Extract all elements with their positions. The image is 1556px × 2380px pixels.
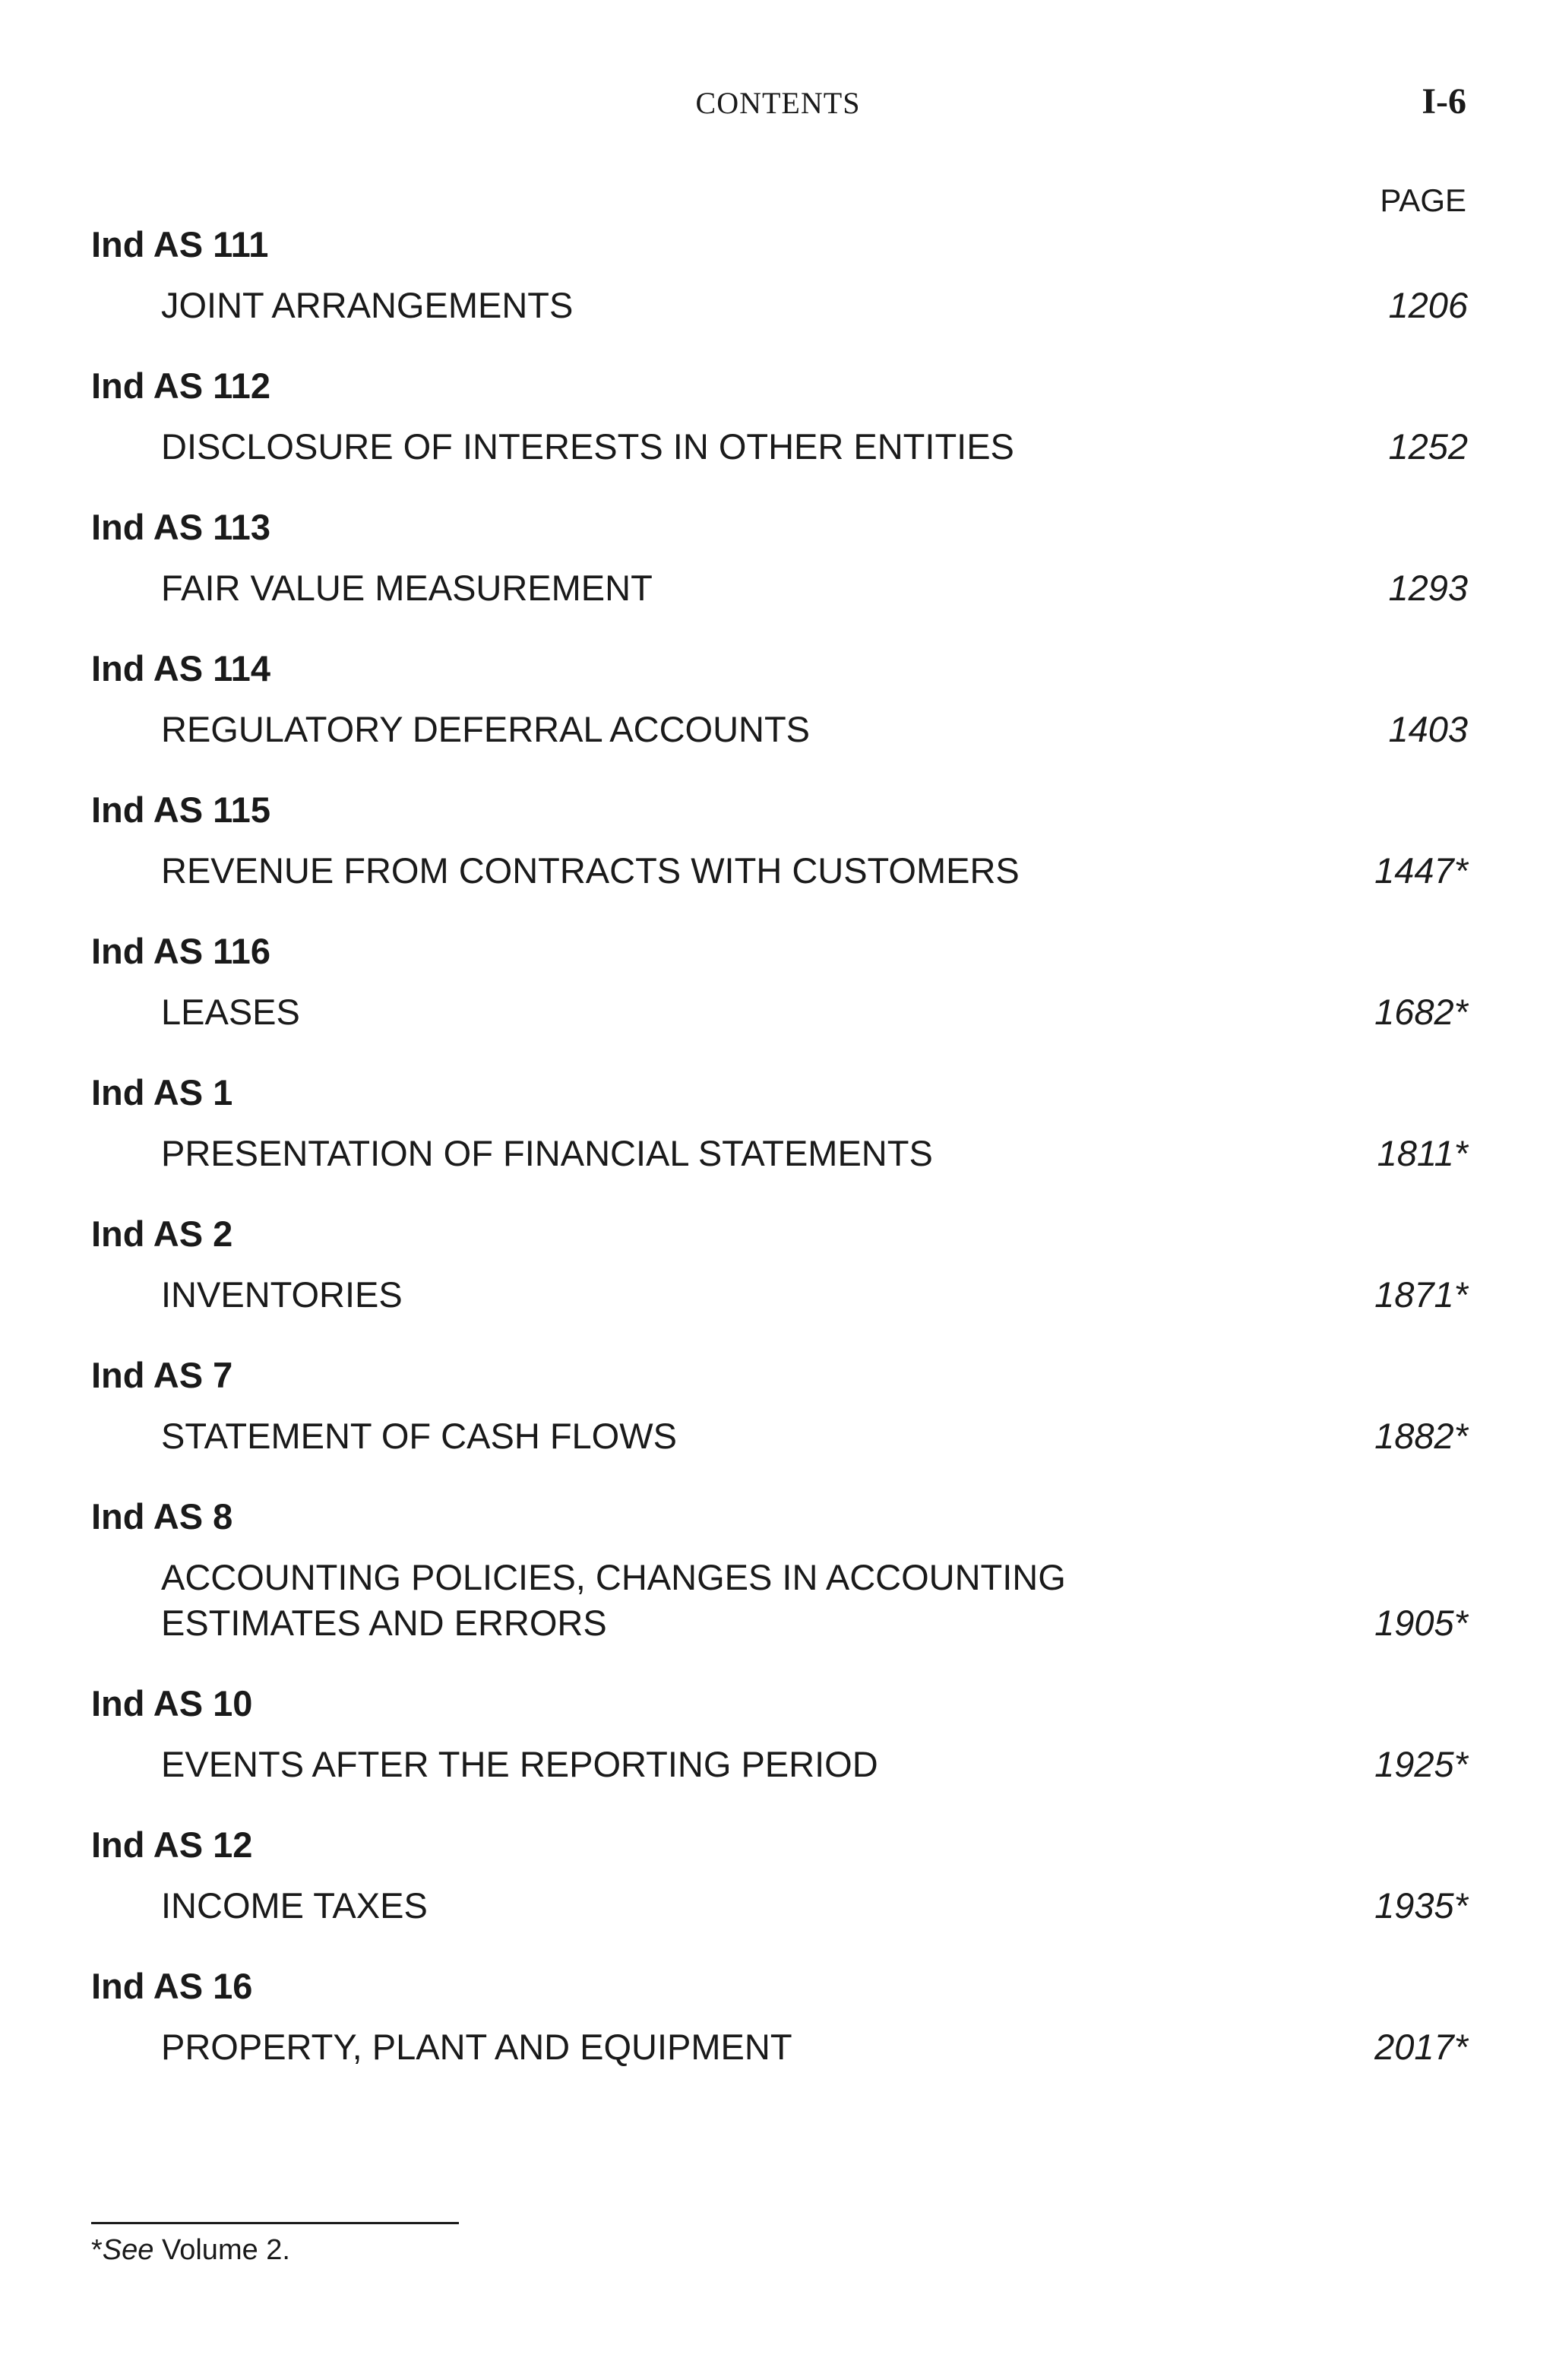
page-number: 1811* xyxy=(1377,1133,1468,1173)
footnote-text: Volume 2. xyxy=(153,2234,290,2266)
standard-title-line: ESTIMATES AND ERRORS xyxy=(161,1603,607,1643)
standard-title xyxy=(161,1742,878,1787)
toc-entry xyxy=(91,1353,1468,1459)
toc-entry xyxy=(91,1681,1468,1787)
standard-title xyxy=(161,1413,677,1459)
standard-title xyxy=(161,565,653,611)
standard-title-line: REVENUE FROM CONTRACTS WITH CUSTOMERS xyxy=(161,850,1020,891)
toc-entry xyxy=(91,1494,1468,1646)
page-number: 1682* xyxy=(1374,992,1468,1032)
entry-title-row xyxy=(91,1742,1468,1787)
entry-title-row xyxy=(91,283,1468,328)
standard-title xyxy=(161,1555,1066,1646)
entry-title-row xyxy=(91,848,1468,894)
page-column-label: PAGE xyxy=(1380,182,1466,218)
entry-title-row xyxy=(91,2024,1468,2070)
standard-number: Ind AS 1 xyxy=(91,1072,233,1112)
standard-title xyxy=(161,1883,428,1929)
toc-entry xyxy=(91,1822,1468,1929)
standard-title xyxy=(161,1131,933,1176)
standard-title-line: STATEMENT OF CASH FLOWS xyxy=(161,1416,677,1456)
page-number: 1882* xyxy=(1374,1416,1468,1456)
standard-number: Ind AS 116 xyxy=(91,931,270,971)
standard-number: Ind AS 12 xyxy=(91,1825,253,1865)
entry-title-row xyxy=(91,989,1468,1035)
page-number: 1403 xyxy=(1388,709,1468,749)
standard-title xyxy=(161,283,573,328)
standard-number: Ind AS 8 xyxy=(91,1496,233,1537)
standard-title-line: DISCLOSURE OF INTERESTS IN OTHER ENTITIES xyxy=(161,426,1014,467)
entry-title-row xyxy=(91,424,1468,470)
standard-title-line: INCOME TAXES xyxy=(161,1885,428,1926)
standard-title-line: LEASES xyxy=(161,992,300,1032)
standard-title-line: PRESENTATION OF FINANCIAL STATEMENTS xyxy=(161,1133,933,1173)
entry-title-row xyxy=(91,565,1468,611)
footnote xyxy=(91,2231,290,2269)
standard-title-line: EVENTS AFTER THE REPORTING PERIOD xyxy=(161,1744,878,1784)
toc-entry xyxy=(91,787,1468,894)
standard-title-line: PROPERTY, PLANT AND EQUIPMENT xyxy=(161,2027,792,2067)
page-number: 1925* xyxy=(1374,1744,1468,1784)
standard-title xyxy=(161,1272,403,1318)
standard-number: Ind AS 114 xyxy=(91,648,270,688)
footnote-see: See xyxy=(102,2234,154,2266)
entry-title-row xyxy=(91,1555,1468,1646)
running-head: CONTENTS xyxy=(695,86,861,120)
page-number: 1293 xyxy=(1388,568,1468,608)
toc-entry xyxy=(91,1964,1468,2070)
toc-entry xyxy=(91,505,1468,611)
standard-number: Ind AS 2 xyxy=(91,1214,233,1254)
standard-title-line: FAIR VALUE MEASUREMENT xyxy=(161,568,653,608)
toc-entry xyxy=(91,1211,1468,1318)
toc-entry xyxy=(91,222,1468,328)
page-number: 1206 xyxy=(1388,285,1468,325)
standard-number: Ind AS 112 xyxy=(91,366,270,406)
entry-title-row xyxy=(91,1272,1468,1318)
toc-entry xyxy=(91,1070,1468,1176)
standard-title-line: ACCOUNTING POLICIES, CHANGES IN ACCOUNTING xyxy=(161,1557,1066,1597)
standard-number: Ind AS 111 xyxy=(91,224,269,264)
standard-number: Ind AS 7 xyxy=(91,1355,233,1395)
entry-title-row xyxy=(91,707,1468,752)
entry-title-row xyxy=(91,1131,1468,1176)
toc-entry xyxy=(91,929,1468,1035)
standard-number: Ind AS 113 xyxy=(91,507,270,547)
standard-title-line: REGULATORY DEFERRAL ACCOUNTS xyxy=(161,709,811,749)
page-number: 1871* xyxy=(1374,1274,1468,1315)
standard-number: Ind AS 115 xyxy=(91,790,270,830)
entry-title-row xyxy=(91,1883,1468,1929)
standard-title xyxy=(161,848,1020,894)
table-of-contents xyxy=(91,222,1468,2105)
toc-entry xyxy=(91,646,1468,752)
page-number: 1905* xyxy=(1374,1603,1468,1643)
footnote-marker: * xyxy=(91,2234,103,2266)
standard-title xyxy=(161,989,300,1035)
standard-number: Ind AS 16 xyxy=(91,1966,253,2006)
entry-title-row xyxy=(91,1413,1468,1459)
standard-title-line: INVENTORIES xyxy=(161,1274,403,1315)
page-number: 1447* xyxy=(1374,850,1468,891)
page-folio: I-6 xyxy=(1422,81,1466,122)
toc-entry xyxy=(91,363,1468,470)
footnote-rule xyxy=(91,2222,459,2224)
standard-title-line: JOINT ARRANGEMENTS xyxy=(161,285,574,325)
page-number: 1935* xyxy=(1374,1885,1468,1926)
standard-number: Ind AS 10 xyxy=(91,1683,253,1723)
standard-title xyxy=(161,707,810,752)
page-number: 1252 xyxy=(1388,426,1468,467)
standard-title xyxy=(161,2024,792,2070)
standard-title xyxy=(161,424,1014,470)
page-number: 2017* xyxy=(1374,2027,1468,2067)
